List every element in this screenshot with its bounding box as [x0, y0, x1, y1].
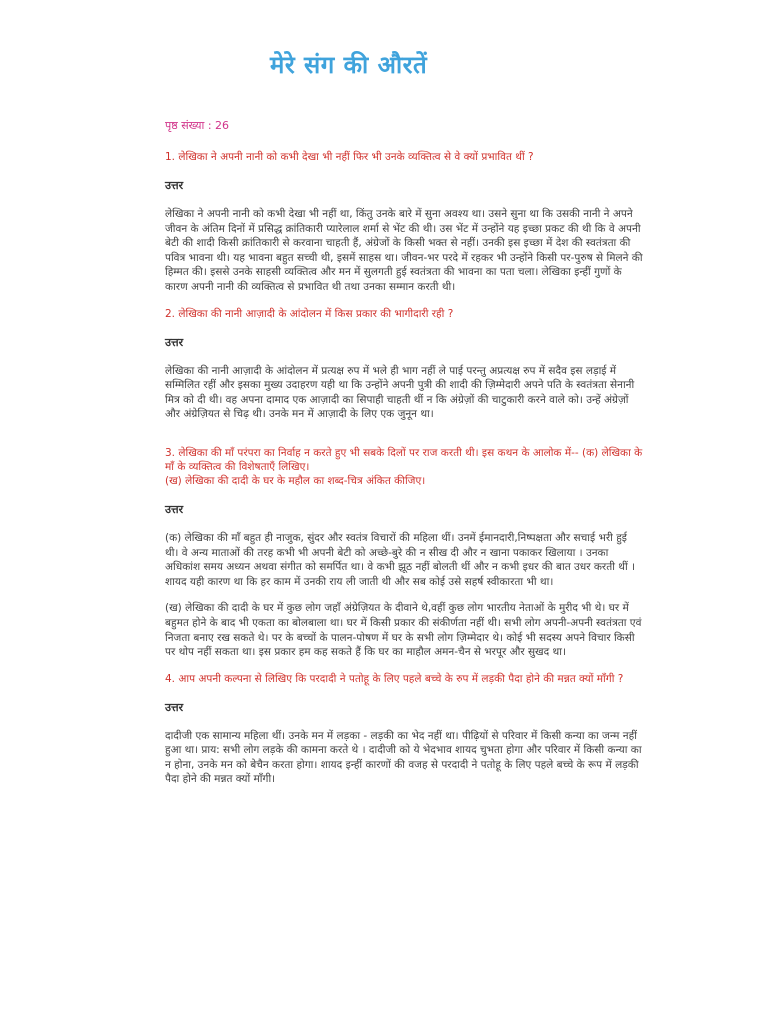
- question-block-4: [165, 672, 643, 787]
- answer-label-1: उत्तर: [165, 179, 184, 192]
- question-1: 1. लेखिका ने अपनी नानी को कभी देखा भी नहीं फिर भी उनके व्यक्तित्व से वे क्यों प्रभावित थीं ?: [165, 151, 534, 163]
- answer-label-4: उत्तर: [165, 700, 184, 714]
- page-number: पृष्ठ संख्या : 26: [165, 119, 230, 132]
- answer-3b: (ख) लेखिका की दादी के घर में कुछ लोग जहाँ अंग्रेज़ियत के दीवाने थे,वहीं कुछ लोग भारतीय नेताओं के मुरीद भी थे। घर में बहुमत होने के बाद भी एकता का बोलबाला था। घर में किसी प्रकार की संकीर्णता नहीं थी। सभी लोग अपनी-अपनी स्वतंत्रता एवं निजता बनाए रख सकते थे। पर के बच्चों के पालन-पोषण में घर के सभी लोग ज़िम्मेदार थे। कोई भी सदस्य अपने विचार किसी पर थोप नहीं सकता था। इस प्रकार हम कह सकते हैं कि घर का माहौल अमन-चैन से भरपूर और सुखद था।: [165, 602, 642, 659]
- answer-label-3: उत्तर: [165, 502, 184, 516]
- page-title: मेरे संग की औरतें: [270, 51, 428, 79]
- question-3a: 3. लेखिका की माँ परंपरा का निर्वाह न करते हुए भी सबके दिलों पर राज करती थी। इस कथन के आलोक में-- (क) लेखिका के माँ के व्यक्तित्व की विशेषताएँ लिखिए।: [165, 446, 643, 473]
- question-block-2: [165, 307, 643, 422]
- question-block-1: [165, 150, 643, 295]
- content: [165, 118, 643, 799]
- answer-2: लेखिका की नानी आज़ादी के आंदोलन में प्रत्यक्ष रुप में भले ही भाग नहीं ले पाई परन्तु अप्रत्यक्ष रुप में सदैव इस लड़ाई में सम्मिलित रहीं और इसका मुख्य उदाहरण यही था कि उन्होंने अपनी पुत्री की शादी की ज़िम्मेदारी अपने पति के स्वतंत्रता सेनानी मित्र को दी थी। वह अपना दामाद एक आज़ादी का सिपाही चाहती थीं न कि अंग्रेज़ों की चाटुकारी करने वाले को। उन्हें अंग्रेज़ों और अंग्रेज़ियत से चिढ़ थी। उनके मन में आज़ादी के लिए एक जुनून था।: [165, 364, 635, 421]
- answer-3a: (क) लेखिका की माँ बहुत ही नाजुक, सुंदर और स्वतंत्र विचारों की महिला थीं। उनमें ईमानदारी,निष्पक्षता और सचाई भरी हुई थी। वे अन्य माताओं की तरह कभी भी अपनी बेटी को अच्छे-बुरे की न सीख दी और न खाना पकाकर खिलाया । उनका अधिकांश समय अध्यन अथवा संगीत को समर्पित था। वे कभी झूठ नहीं बोलती थीं और न कभी इधर की बात उधर करती थीं । शायद यही कारण था कि हर काम में उनकी राय ली जाती थी और सब कोई उसे सहर्ष स्वीकारता भी था।: [165, 531, 636, 588]
- answer-1: लेखिका ने अपनी नानी को कभी देखा भी नहीं था, किंतु उनके बारे में सुना अवश्य था। उसने सुना था कि उसकी नानी ने अपने जीवन के अंतिम दिनों में प्रसिद्ध क्रांतिकारी प्यारेलाल शर्मा से भेंट की थी। उस भेंट में उन्होंने यह इच्छा प्रकट की थी कि वे अपनी बेटी की शादी किसी क्रांतिकारी से करवाना चाहती हैं, अंग्रेजों के किसी भक्त से नहीं। उनकी इस इच्छा में देश की स्वतंत्रता की पवित्र भावना थी। यह भावना बहुत सच्ची थी, इसमें साहस था। जीवन-भर परदे में रहकर भी उन्होंने किसी पर-पुरुष से मिलने की हिम्मत की। इससे उनके साहसी व्यक्तित्व और मन में सुलगती हुई स्वतंत्रता की भावना का पता चला। लेखिका इन्हीं गुणों के कारण अपनी नानी की व्यक्तित्व से प्रभावित थी तथा उनका सम्मान करती थी।: [165, 208, 643, 293]
- question-3: [165, 446, 643, 488]
- question-2: 2. लेखिका की नानी आज़ादी के आंदोलन में किस प्रकार की भागीदारी रही ?: [165, 307, 454, 320]
- question-4: 4. आप अपनी कल्पना से लिखिए कि परदादी ने पतोहू के लिए पहले बच्चे के रुप में लड़की पैदा होने की मन्नत क्यों माँगी ?: [165, 672, 624, 685]
- question-block-3: [165, 446, 643, 660]
- answer-4: दादीजी एक सामान्य महिला थीं। उनके मन में लड़का - लड़की का भेद नहीं था। पीढ़ियों से परिवार में किसी कन्या का जन्म नहीं हुआ था। प्राय: सभी लोग लड़के की कामना करते थे । दादीजी को ये भेदभाव शायद चुभता होगा और परिवार में किसी कन्या का न होना, उनके मन को बेचैन करता होगा। शायद इन्हीं कारणों की वजह से परदादी ने पतोहू के लिए पहले बच्चे के रूप में लड़की पैदा होने की मन्नत क्यों माँगी।: [165, 729, 642, 786]
- answer-label-2: उत्तर: [165, 335, 184, 349]
- question-3b: (ख) लेखिका की दादी के घर के महौल का शब्द-चित्र अंकित कीजिए।: [165, 474, 426, 487]
